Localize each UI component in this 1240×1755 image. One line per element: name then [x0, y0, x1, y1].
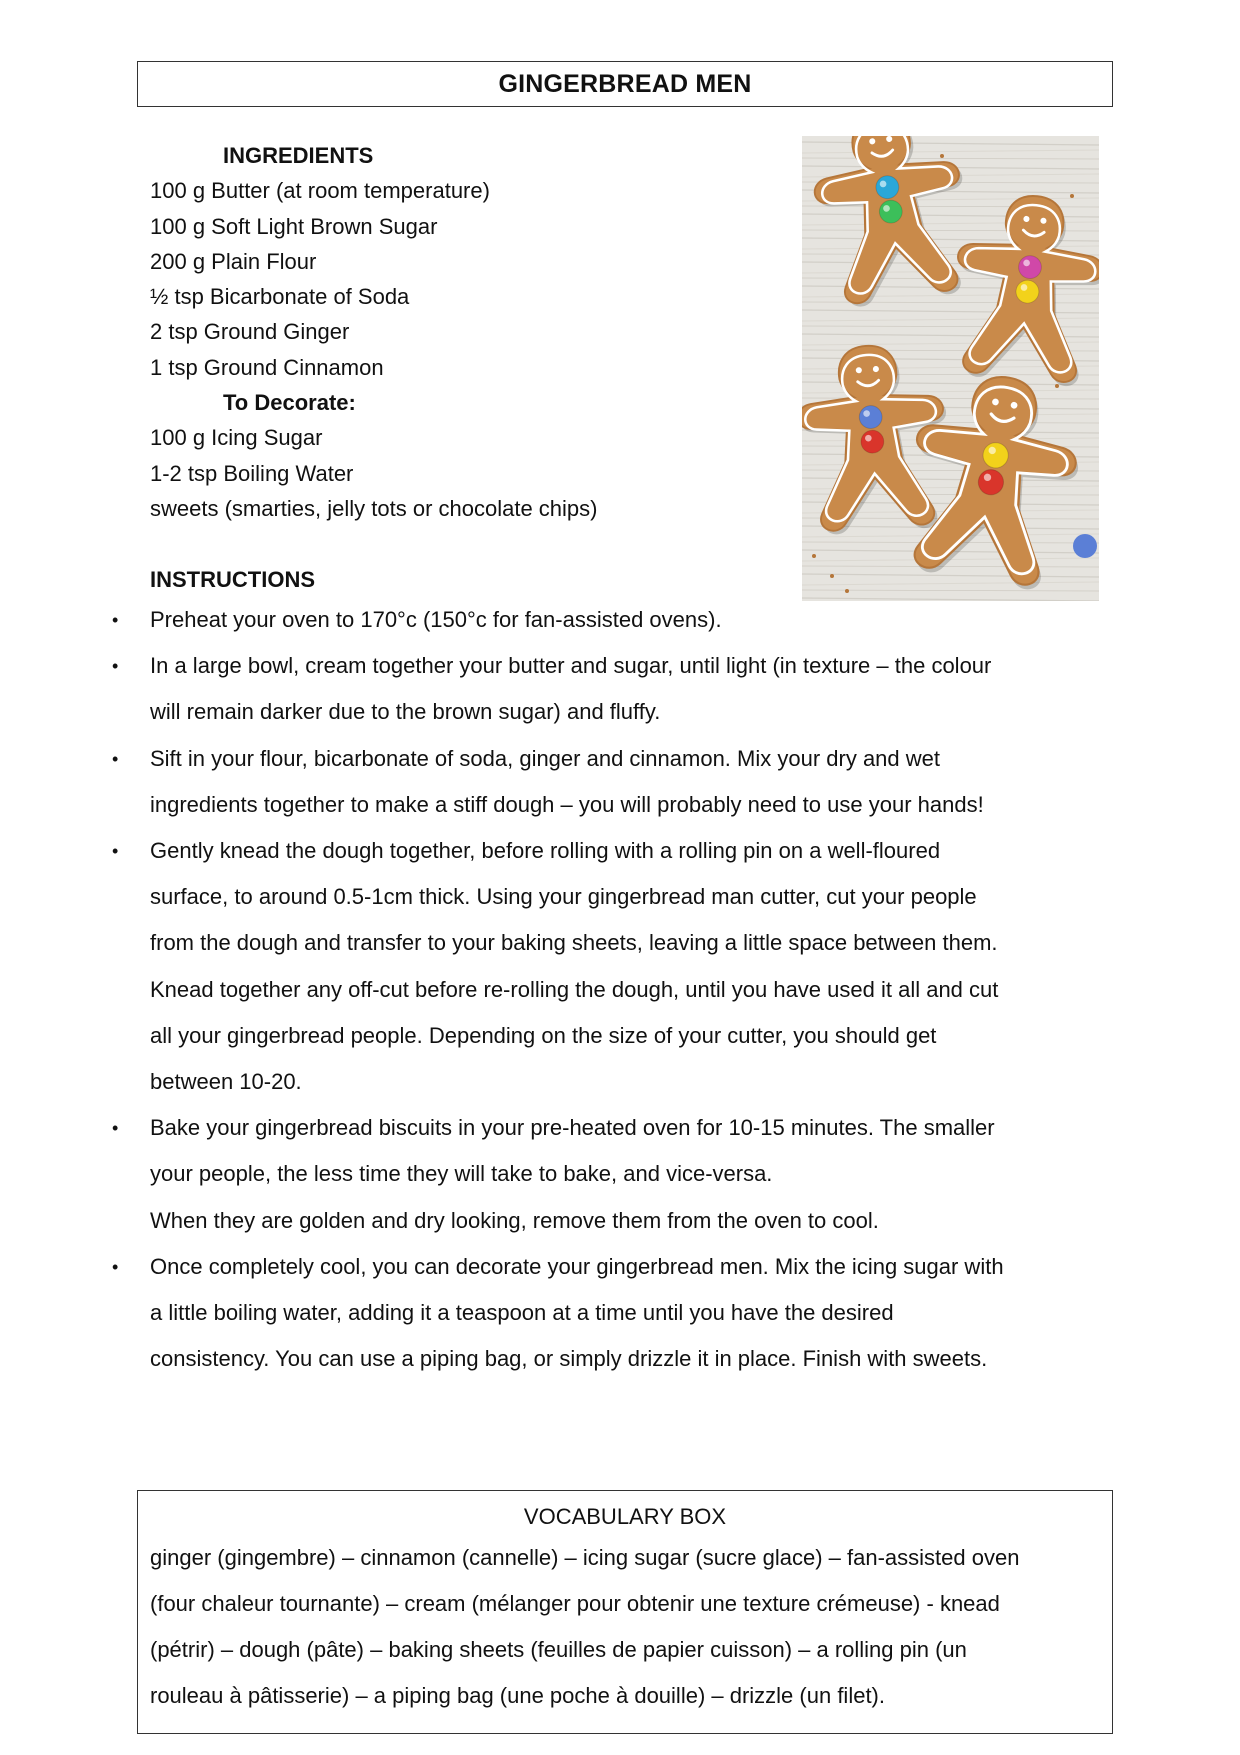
bullet-point: • [112, 1118, 119, 1139]
bullet-point: • [112, 841, 119, 862]
instruction-line: ingredients together to make a stiff dough – you will probably need to use your hands! [150, 791, 984, 817]
instruction-step [112, 736, 1112, 828]
instruction-line: a little boiling water, adding it a teaspoon at a time until you have the desired [150, 1300, 894, 1326]
decorate-item: sweets (smarties, jelly tots or chocolate chips) [150, 495, 598, 521]
instructions-list [112, 597, 1112, 1382]
vocabulary-box [137, 1490, 1113, 1734]
instruction-step [112, 1244, 1112, 1383]
ingredient-item: 1 tsp Ground Cinnamon [150, 354, 384, 380]
instruction-line: Preheat your oven to 170°c (150°c for fan-assisted ovens). [150, 607, 722, 632]
bullet-point: • [112, 1256, 119, 1277]
ingredient-item: 100 g Butter (at room temperature) [150, 178, 490, 204]
crumb [845, 589, 849, 593]
loose-candy [1073, 534, 1097, 558]
instruction-line: from the dough and transfer to your baking sheets, leaving a little space between them. [150, 930, 998, 956]
page-title: GINGERBREAD MEN [498, 69, 752, 98]
ingredient-item: 100 g Soft Light Brown Sugar [150, 213, 438, 239]
photo-graphic [802, 136, 1099, 601]
instructions-heading: INSTRUCTIONS [150, 567, 315, 592]
crumb [812, 554, 816, 558]
instruction-line: consistency. You can use a piping bag, or simply drizzle it in place. Finish with sweets. [150, 1346, 988, 1372]
instruction-step [112, 643, 1112, 735]
instruction-line: Knead together any off-cut before re-rolling the dough, until you have used it all and cut [150, 976, 999, 1002]
decorate-heading: To Decorate: [223, 390, 356, 416]
instruction-line: Once completely cool, you can decorate your gingerbread men. Mix the icing sugar with [150, 1253, 1004, 1279]
crumb [940, 154, 944, 158]
instruction-line: your people, the less time they will take to bake, and vice-versa. [150, 1161, 773, 1187]
ingredient-item: 2 tsp Ground Ginger [150, 319, 350, 345]
bullet-point: • [112, 610, 119, 630]
decorate-item: 100 g Icing Sugar [150, 425, 323, 451]
ingredients-section [150, 138, 790, 526]
bullet-point: • [112, 748, 119, 769]
vocabulary-line: (pétrir) – dough (pâte) – baking sheets (feuilles de papier cuisson) – a rolling pin (un [150, 1637, 967, 1662]
instruction-line: Bake your gingerbread biscuits in your pre-heated oven for 10-15 minutes. The smaller [150, 1115, 995, 1141]
instruction-line: In a large bowl, cream together your butter and sugar, until light (in texture – the colour [150, 653, 992, 679]
decorate-item: 1-2 tsp Boiling Water [150, 460, 354, 486]
ingredients-heading: INGREDIENTS [223, 143, 374, 168]
ingredient-item: ½ tsp Bicarbonate of Soda [150, 284, 410, 310]
instruction-line: When they are golden and dry looking, remove them from the oven to cool. [150, 1207, 879, 1233]
vocabulary-line: rouleau à pâtisserie) – a piping bag (une poche à douille) – drizzle (un filet). [150, 1683, 885, 1708]
instruction-line: surface, to around 0.5-1cm thick. Using your gingerbread man cutter, cut your people [150, 884, 977, 910]
ingredient-item: 200 g Plain Flour [150, 248, 317, 274]
instruction-step [112, 828, 1112, 1105]
instruction-line: Sift in your flour, bicarbonate of soda, ginger and cinnamon. Mix your dry and wet [150, 745, 940, 771]
instruction-line: between 10-20. [150, 1069, 302, 1095]
instruction-line: Gently knead the dough together, before rolling with a rolling pin on a well-floured [150, 838, 941, 864]
crumb [1070, 194, 1074, 198]
vocabulary-line: ginger (gingembre) – cinnamon (cannelle) – icing sugar (sucre glace) – fan-assisted oven [150, 1545, 1020, 1570]
crumb [1055, 384, 1059, 388]
crumb [830, 574, 834, 578]
instruction-line: will remain darker due to the brown sugar) and fluffy. [150, 699, 661, 725]
bullet-point: • [112, 656, 119, 677]
vocabulary-text [138, 1535, 1112, 1719]
instruction-line: all your gingerbread people. Depending on the size of your cutter, you should get [150, 1022, 937, 1048]
instruction-step [112, 1105, 1112, 1244]
gingerbread-men-photo [802, 136, 1099, 601]
vocabulary-title: VOCABULARY BOX [523, 1504, 727, 1529]
title-box [137, 61, 1113, 107]
instruction-step [112, 597, 1112, 643]
vocabulary-line: (four chaleur tournante) – cream (mélanger pour obtenir une texture crémeuse) - knead [150, 1591, 1000, 1616]
